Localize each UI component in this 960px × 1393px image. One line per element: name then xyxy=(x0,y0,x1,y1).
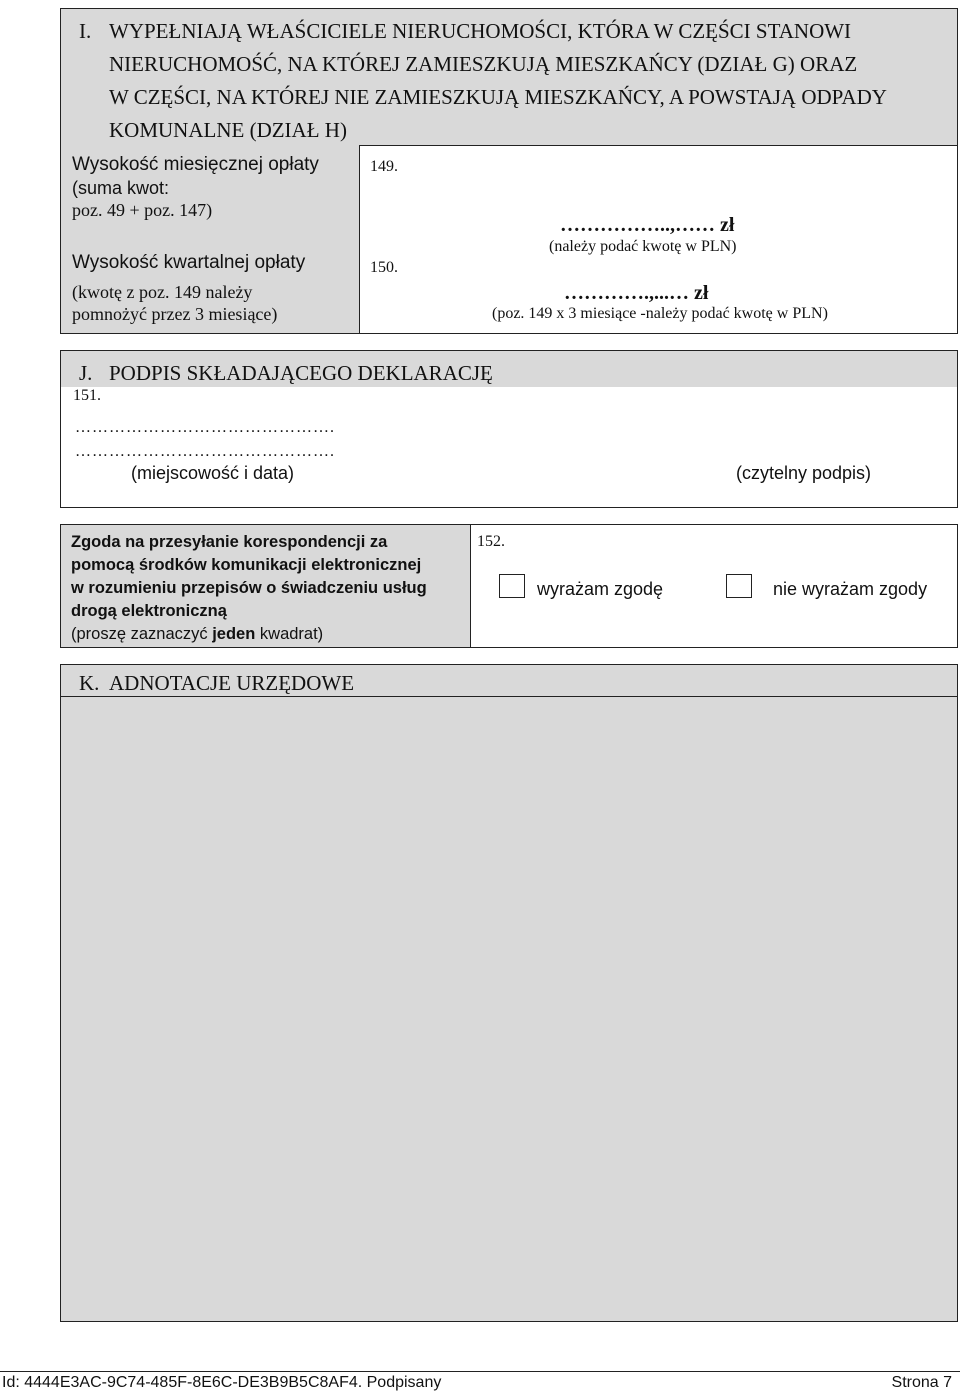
field-149-note: (należy podać kwotę w PLN) xyxy=(549,238,737,255)
section-i-title xyxy=(79,15,949,147)
section-j-letter: J. xyxy=(79,361,93,385)
consent-text-line-2: pomocą środków komunikacji elektronicznej xyxy=(71,556,422,574)
agree-checkbox[interactable] xyxy=(499,574,525,598)
consent-hint-prefix: (proszę zaznaczyć xyxy=(71,625,213,643)
consent-hint-bold: jeden xyxy=(212,625,256,643)
fees-field-area xyxy=(359,145,957,333)
section-j-title xyxy=(79,357,493,390)
consent-section xyxy=(60,524,958,648)
section-i-letter: I. xyxy=(79,19,92,43)
section-j xyxy=(60,350,958,508)
field-149-input[interactable]: ……………..,…… zł xyxy=(560,214,735,236)
section-i xyxy=(60,8,958,334)
place-date-dots[interactable]: ………………………………………. xyxy=(75,419,335,436)
monthly-fee-hint-2: poz. 49 + poz. 147) xyxy=(72,200,213,220)
disagree-checkbox[interactable] xyxy=(726,574,752,598)
quarterly-fee-label: Wysokość kwartalnej opłaty xyxy=(72,252,306,273)
consent-text-line-1: Zgoda na przesyłanie korespondencji za xyxy=(71,533,388,551)
field-150-input[interactable]: ………….,...… zł xyxy=(564,282,709,304)
official-annotations-area xyxy=(61,696,957,1321)
agree-label: wyrażam zgodę xyxy=(537,579,664,599)
section-i-title-line-2: NIERUCHOMOŚĆ, NA KTÓREJ ZAMIESZKUJĄ MIESZKAŃCY (DZIAŁ G) ORAZ xyxy=(109,52,858,76)
section-k xyxy=(60,664,958,1322)
place-date-label: (miejscowość i data) xyxy=(131,463,295,483)
footer-rule xyxy=(0,1371,960,1372)
consent-label-block xyxy=(61,525,471,647)
field-152-number: 152. xyxy=(477,533,505,550)
section-i-title-line-3: W CZĘŚCI, NA KTÓREJ NIE ZAMIESZKUJĄ MIESZKAŃCY, A POWSTAJĄ ODPADY xyxy=(109,85,887,109)
field-151-number: 151. xyxy=(73,387,101,404)
section-j-title-text: PODPIS SKŁADAJĄCEGO DEKLARACJĘ xyxy=(109,361,493,385)
field-149-number: 149. xyxy=(370,158,398,175)
monthly-fee-hint-1: (suma kwot: xyxy=(72,178,170,198)
section-i-title-line-1: WYPEŁNIAJĄ WŁAŚCICIELE NIERUCHOMOŚCI, KTÓRA W CZĘŚCI STANOWI xyxy=(109,19,852,43)
disagree-label: nie wyrażam zgody xyxy=(773,579,928,599)
consent-text-line-4: drogą elektroniczną xyxy=(71,602,227,620)
consent-hint-suffix: kwadrat) xyxy=(255,625,324,643)
quarterly-fee-hint-1: (kwotę z poz. 149 należy xyxy=(72,282,253,302)
section-k-letter: K. xyxy=(79,671,100,695)
monthly-fee-label: Wysokość miesięcznej opłaty xyxy=(72,154,319,175)
monthly-fee-label-block xyxy=(72,153,357,221)
signature-label: (czytelny podpis) xyxy=(736,463,872,483)
consent-text-line-3: w rozumieniu przepisów o świadczeniu usług xyxy=(71,579,427,597)
signature-dots[interactable]: ………………………………………. xyxy=(75,443,335,460)
section-i-title-line-4: KOMUNALNE (DZIAŁ H) xyxy=(109,118,347,142)
section-j-header xyxy=(61,351,957,387)
consent-hint xyxy=(71,623,469,646)
quarterly-fee-label-block xyxy=(72,251,357,325)
footer-document-id: Id: 4444E3AC-9C74-485F-8E6C-DE3B9B5C8AF4. Podpisany xyxy=(2,1374,442,1391)
consent-text xyxy=(71,531,469,646)
quarterly-fee-hint-2: pomnożyć przez 3 miesiące) xyxy=(72,304,278,324)
section-k-title-text: ADNOTACJE URZĘDOWE xyxy=(109,671,355,695)
footer-page-number: Strona 7 xyxy=(891,1374,952,1391)
field-150-number: 150. xyxy=(370,259,398,276)
field-150-note: (poz. 149 x 3 miesiące -należy podać kwotę w PLN) xyxy=(492,305,828,322)
